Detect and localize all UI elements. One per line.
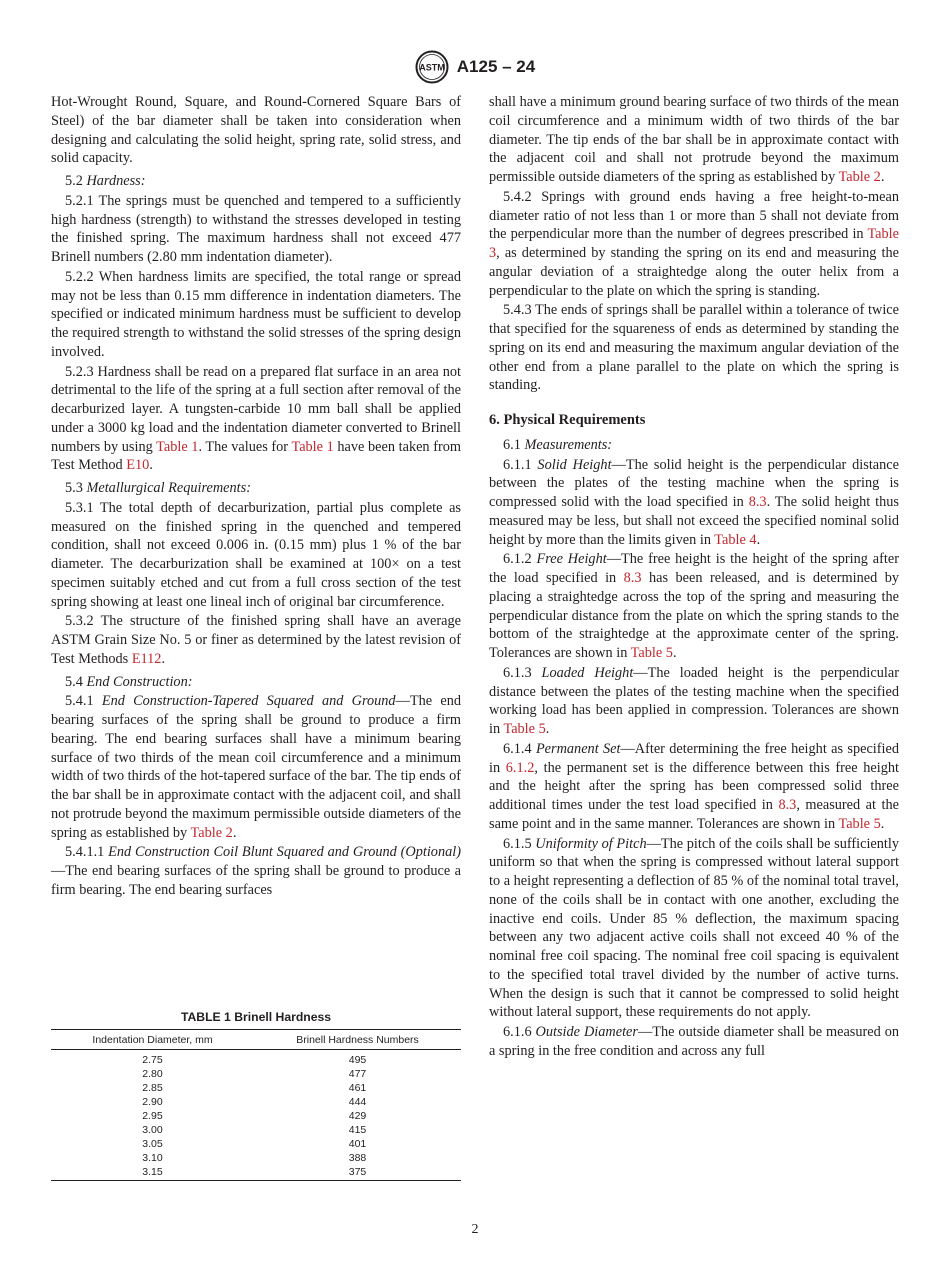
paragraph-continued: Hot-Wrought Round, Square, and Round-Cornered Square Bars of Steel) of the bar diameter shall be taken into consideration when designing and calculating the solid height, spring rate, solid stress, and solid capacity. — [51, 94, 461, 167]
link-e112[interactable]: E112 — [131, 650, 162, 667]
table-row: 3.05 401 — [142, 1138, 367, 1150]
link-6-1-2[interactable]: 6.1.2 — [505, 759, 535, 776]
link-table-3[interactable]: Table 3 — [489, 226, 899, 261]
link-table-2[interactable]: Table 2 — [190, 824, 233, 841]
brinell-hardness-table — [51, 1029, 461, 1181]
astm-logo-icon — [415, 50, 449, 84]
section-6-1-2: 6.1.2 Free Height—The free height is the height of the spring after the load specified in 8.3 has been released, and is determined by placing a straightedge across the top of the spring and measuring the perpendicular distance from the plate on which the spring stands to the bottom of the straightedge at the approximate center of the spring. Tolerances are shown in Table 5. — [489, 551, 899, 661]
section-6-heading: 6. Physical Requirements — [489, 412, 646, 428]
link-8-3[interactable]: 8.3 — [778, 797, 797, 813]
link-table-4[interactable]: Table 4 — [714, 531, 757, 548]
standard-id: A125 – 24 — [456, 57, 536, 76]
table-row: 2.95 429 — [142, 1110, 367, 1122]
section-5-3-2: 5.3.2 The structure of the finished spring shall have an average ASTM Grain Size No. 5 or finer as determined by the latest revision of Test Methods E112. — [51, 613, 461, 667]
table-row: 2.75 495 — [142, 1054, 367, 1066]
section-6-1-heading: 6.1 Measurements: — [503, 436, 613, 453]
link-table-1[interactable]: Table 1 — [291, 438, 334, 455]
table-row: 3.15 375 — [51, 1165, 461, 1181]
link-table-5[interactable]: Table 5 — [503, 721, 546, 737]
table-row: 3.10 388 — [142, 1152, 367, 1164]
table-row: 3.00 415 — [142, 1124, 367, 1136]
table-row: 2.90 444 — [142, 1096, 367, 1108]
section-5-4-heading: 5.4 End Construction: — [65, 673, 193, 690]
section-6-1-5: 6.1.5 Uniformity of Pitch—The pitch of the coils shall be sufficiently uniform so that when the spring is compressed without lateral support to a height representing a deflection of 85 % of the nominal total travel, none of the coils shall be in contact with one another, excluding the inactive end coils. Under 85 % deflection, the maximum spacing between any two adjacent active coils shall not exceed 40 % of the nominal free coil spacing. The nominal free coil spacing is equivalent to the specified total travel divided by the number of active turns. When the design is such that it cannot be compressed to solid height without lateral support, these requirements do not apply. — [489, 835, 899, 1021]
section-5-4-1: 5.4.1 End Construction-Tapered Squared and Ground—The end bearing surfaces of the spring shall be ground to produce a firm bearing. The end bearing surfaces shall have a minimum bearing surface of two thirds of the mean coil circumference and a minimum width of two thirds of the hot-tapered surface of the bar. The tip ends of the bar shall be in approximate contact with the adjacent coil, and shall not protrude beyond the maximum permissible outside diameters of the spring as established by Table 2. — [51, 693, 461, 841]
astm-logo-text: ASTM — [419, 62, 445, 73]
page-number: 2 — [471, 1222, 479, 1237]
link-e10[interactable]: E10 — [126, 457, 150, 474]
left-column — [51, 93, 461, 901]
link-table-5[interactable]: Table 5 — [838, 815, 881, 832]
section-6-1-1: 6.1.1 Solid Height—The solid height is the perpendicular distance between the plates of the testing machine when the spring is compressed solid with the load specified in 8.3. The solid height thus measured may be less, but shall not exceed the specified nominal solid height by more than the limits given in Table 4. — [489, 456, 899, 548]
section-5-2-3: 5.2.3 Hardness shall be read on a prepared flat surface in an area not detrimental to the life of the spring at a full section after removal of the decarburized layer. A tungsten-carbide 10 mm ball shall be applied under a 3000 kg load and the indentation diameter converted to Brinell numbers by using Table 1. The values for Table 1 have been taken from Test Method E10. — [51, 363, 461, 474]
table-1-title: TABLE 1 Brinell Hardness — [180, 1010, 332, 1024]
link-8-3[interactable]: 8.3 — [623, 570, 642, 586]
table-row: 2.85 461 — [142, 1082, 367, 1094]
section-5-4-3: 5.4.3 The ends of springs shall be parallel within a tolerance of twice that specified for the squareness of ends as determined by standing the spring on its end and measuring the maximum angular deviation of the other end from a plane parallel to the plate on which the spring is standing. — [489, 302, 899, 394]
link-table-1[interactable]: Table 1 — [156, 438, 199, 455]
section-5-4-2: 5.4.2 Springs with ground ends having a free height-to-mean diameter ratio of not less than 1 or more than 5 shall not deviate from the perpendicular more than the number of degrees prescribed in Table 3, as determined by standing the spring on its end and measuring the angular deviation of a straightedge along the outer helix from a perpendicular to the plate on which the spring is standing. — [489, 188, 899, 299]
page-header — [0, 50, 950, 89]
section-5-2-2: 5.2.2 When hardness limits are specified, the total range or spread may not be less than 0.15 mm difference in indentation diameters. The specified or indicated minimum hardness must be sufficient to develop the required strength to withstand the solid stresses of the spring design involved. — [51, 268, 461, 360]
paragraph-continued: shall have a minimum ground bearing surface of two thirds of the mean coil circumference and a minimum width of two thirds of the bar diameter. The tip ends of the bar shall be in approximate contact with the adjacent coil and shall not protrude beyond the maximum permissible outside diameters of the spring as established by Table 2. — [489, 94, 899, 185]
section-5-4-1-1: 5.4.1.1 End Construction Coil Blunt Squared and Ground (Optional)—The end bearing surfaces of the spring shall be ground to produce a firm bearing. The end bearing surfaces — [51, 844, 461, 898]
section-5-3-heading: 5.3 Metallurgical Requirements: — [65, 480, 251, 496]
right-column — [489, 93, 899, 1062]
section-5-3-1: 5.3.1 The total depth of decarburization, partial plus complete as measured on the finished spring in the quenched and tempered condition, shall not exceed 0.006 in. (0.15 mm) plus 1 % of the bar diameter. The decarburization shall be examined at 100× on a test specimen suitably etched and cut from a full cross section of the test spring showing at least one lineal inch of original bar circumference. — [51, 499, 461, 610]
link-table-5[interactable]: Table 5 — [630, 645, 673, 661]
table-row: 2.80 477 — [142, 1068, 367, 1080]
section-5-2-1: 5.2.1 The springs must be quenched and tempered to a sufficiently high hardness (strength) to withstand the stresses developed in testing the finished spring. The maximum hardness shall not exceed 477 Brinell numbers (2.80 mm indentation diameter). — [51, 192, 461, 265]
column-header: Indentation Diameter, mm — [51, 1030, 254, 1050]
link-table-2[interactable]: Table 2 — [838, 169, 881, 185]
section-5-2-heading: 5.2 Hardness: — [65, 173, 146, 189]
section-6-1-4: 6.1.4 Permanent Set—After determining the free height as specified in 6.1.2, the permanent set is the difference between this free height and the height after the spring has been compressed solid three additional times under the test load specified in 8.3, measured at the same point and in the same manner. Tolerances are shown in Table 5. — [489, 740, 899, 832]
column-header: Brinell Hardness Numbers — [254, 1030, 461, 1050]
section-6-1-6: 6.1.6 Outside Diameter—The outside diameter shall be measured on a spring in the free condition and across any full — [489, 1024, 900, 1059]
table-1 — [51, 1010, 461, 1181]
link-8-3[interactable]: 8.3 — [748, 494, 767, 510]
section-6-1-3: 6.1.3 Loaded Height—The loaded height is the perpendicular distance between the plates of the testing machine when the specified working load has been applied in compression. Tolerances are shown in Table 5. — [489, 664, 899, 737]
